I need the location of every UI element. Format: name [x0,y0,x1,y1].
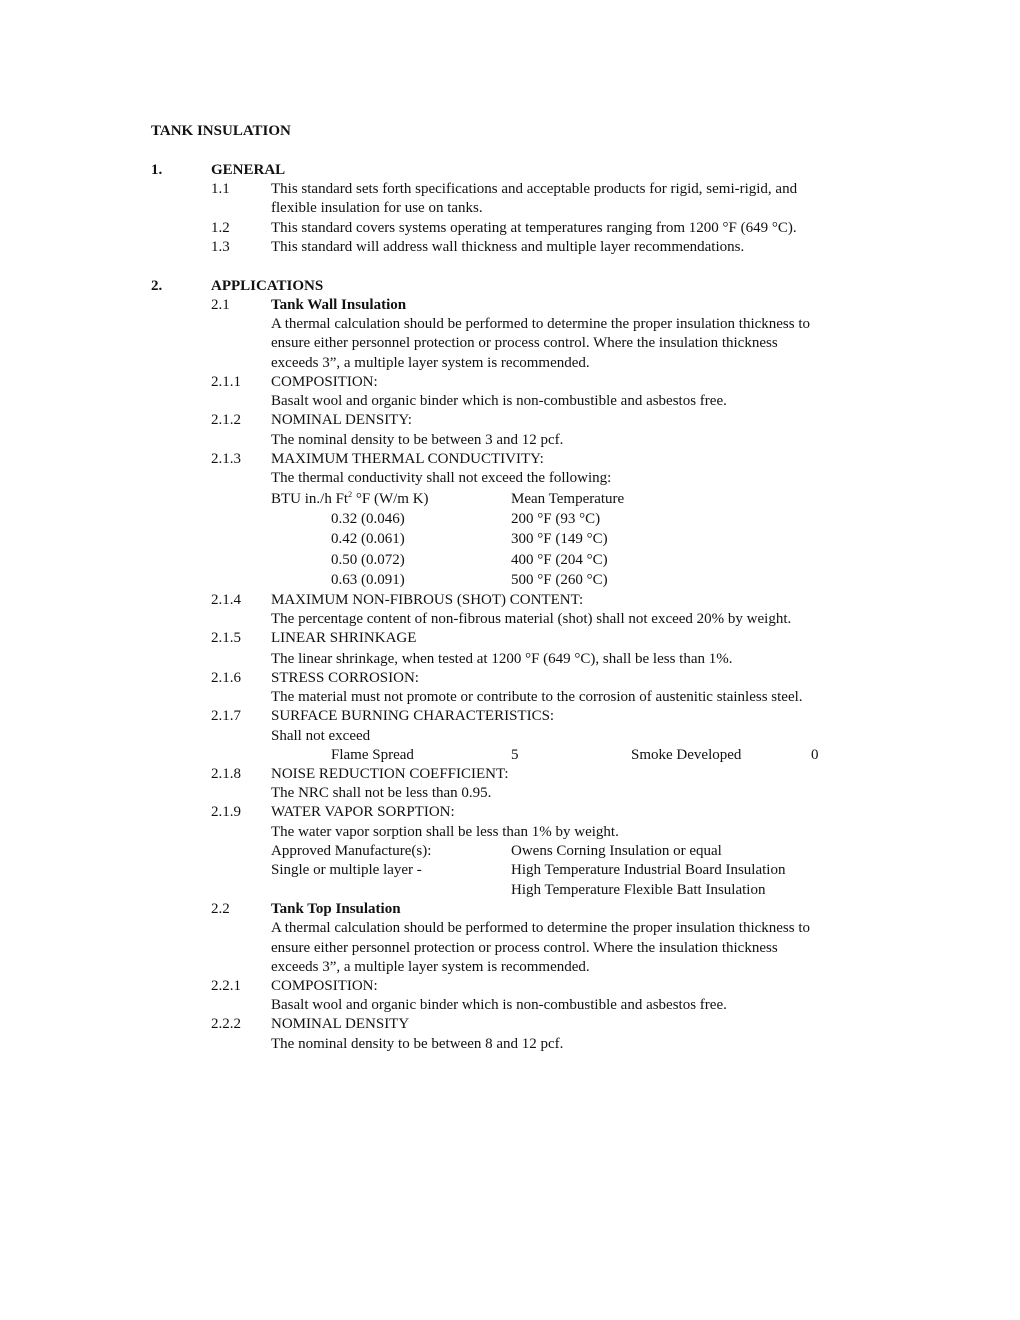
conductivity-value: 0.50 (0.072) [331,552,405,568]
conductivity-value: 0.32 (0.046) [331,511,405,527]
flame-spread-value: 5 [511,747,519,763]
item-text: ensure either personnel protection or process control. Where the insulation thickness [271,940,778,956]
item-text: The linear shrinkage, when tested at 1200 °F (649 °C), shall be less than 1%. [271,651,733,667]
layer-label: Single or multiple layer - [271,862,422,878]
item-text: A thermal calculation should be performed to determine the proper insulation thickness to [271,920,811,936]
item-title: LINEAR SHRINKAGE [271,630,417,646]
item-number: 2.1 [211,297,230,313]
manufacturer-label: Approved Manufacture(s): [271,843,432,859]
mean-temperature: 400 °F (204 °C) [511,552,608,568]
conductivity-header-right: Mean Temperature [511,491,625,507]
product-name: High Temperature Industrial Board Insulation [511,862,786,878]
item-number: 2.1.8 [211,766,241,782]
item-text: A thermal calculation should be performed to determine the proper insulation thickness to [271,316,811,332]
item-number: 2.1.6 [211,670,241,686]
smoke-developed-value: 0 [811,747,819,763]
item-text: exceeds 3”, a multiple layer system is recommended. [271,959,590,975]
item-text: This standard sets forth specifications and acceptable products for rigid, semi-rigid, and [271,181,798,197]
item-title: MAXIMUM THERMAL CONDUCTIVITY: [271,451,544,467]
item-number: 2.1.1 [211,374,241,390]
mean-temperature: 200 °F (93 °C) [511,511,601,527]
section-heading: APPLICATIONS [211,278,324,294]
item-number: 2.1.2 [211,412,241,428]
item-title: NOMINAL DENSITY [271,1016,410,1032]
smoke-developed-label: Smoke Developed [631,747,742,763]
item-number: 2.1.3 [211,451,241,467]
conductivity-unit-rest: °F (W/m K) [352,491,429,507]
section-number: 2. [151,278,163,294]
item-text: Basalt wool and organic binder which is non-combustible and asbestos free. [271,997,727,1013]
manufacturer-value: Owens Corning Insulation or equal [511,843,722,859]
item-text: This standard will address wall thickness and multiple layer recommendations. [271,239,745,255]
flame-spread-label: Flame Spread [331,747,414,763]
item-title: STRESS CORROSION: [271,670,419,686]
item-text: The material must not promote or contribute to the corrosion of austenitic stainless steel. [271,689,803,705]
item-text: The thermal conductivity shall not exceed the following: [271,470,612,486]
item-text: The nominal density to be between 8 and 12 pcf. [271,1036,564,1052]
item-title: NOMINAL DENSITY: [271,412,412,428]
item-text: flexible insulation for use on tanks. [271,200,483,216]
item-number: 2.1.5 [211,630,241,646]
item-number: 1.2 [211,220,230,236]
item-title: SURFACE BURNING CHARACTERISTICS: [271,708,555,724]
conductivity-unit: BTU in./h Ft [271,491,349,507]
mean-temperature: 500 °F (260 °C) [511,572,608,588]
item-number: 2.1.4 [211,592,241,608]
document-title: TANK INSULATION [151,123,291,139]
item-text: This standard covers systems operating at temperatures ranging from 1200 °F (649 °C). [271,220,797,236]
section-number: 1. [151,162,163,178]
item-title: COMPOSITION: [271,374,378,390]
item-number: 2.1.9 [211,804,241,820]
item-number: 2.2 [211,901,230,917]
item-title: Tank Top Insulation [271,901,401,917]
item-title: NOISE REDUCTION COEFFICIENT: [271,766,509,782]
item-number: 2.1.7 [211,708,241,724]
conductivity-value: 0.63 (0.091) [331,572,405,588]
product-name: High Temperature Flexible Batt Insulation [511,882,766,898]
item-title: WATER VAPOR SORPTION: [271,804,455,820]
item-text: The NRC shall not be less than 0.95. [271,785,492,801]
item-title: COMPOSITION: [271,978,378,994]
item-number: 2.2.2 [211,1016,241,1032]
item-text: The nominal density to be between 3 and 12 pcf. [271,432,564,448]
item-text: The percentage content of non-fibrous material (shot) shall not exceed 20% by weight. [271,611,792,627]
conductivity-header-left [271,490,429,509]
item-title: MAXIMUM NON-FIBROUS (SHOT) CONTENT: [271,592,584,608]
conductivity-unit-sup: 2 [348,490,353,499]
item-text: exceeds 3”, a multiple layer system is recommended. [271,355,590,371]
item-number: 2.2.1 [211,978,241,994]
mean-temperature: 300 °F (149 °C) [511,531,608,547]
item-text: ensure either personnel protection or process control. Where the insulation thickness [271,335,778,351]
item-text: Shall not exceed [271,728,371,744]
item-text: The water vapor sorption shall be less than 1% by weight. [271,824,619,840]
conductivity-value: 0.42 (0.061) [331,531,405,547]
section-heading: GENERAL [211,162,286,178]
item-number: 1.1 [211,181,230,197]
item-number: 1.3 [211,239,230,255]
item-text: Basalt wool and organic binder which is non-combustible and asbestos free. [271,393,727,409]
item-title: Tank Wall Insulation [271,297,407,313]
